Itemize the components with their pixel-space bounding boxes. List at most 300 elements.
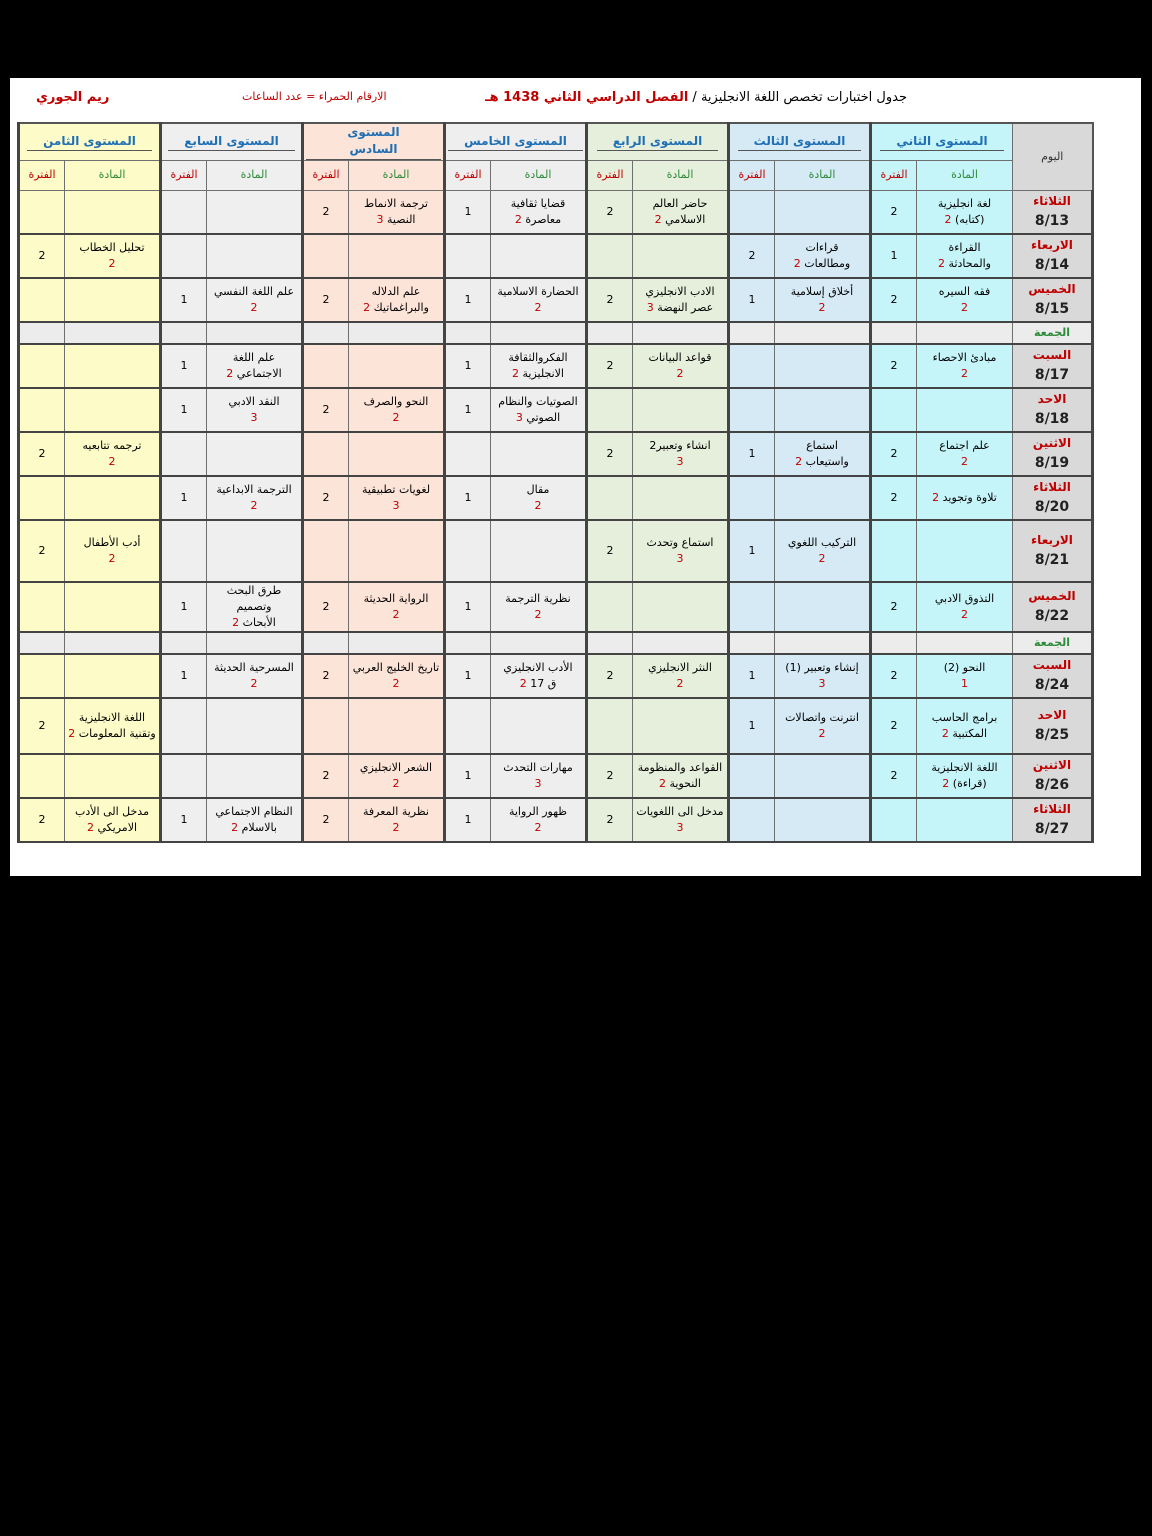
- exam-period: 2: [606, 813, 614, 827]
- subject-cell: [917, 278, 1013, 322]
- subject-cell: [917, 698, 1013, 754]
- credit-hours: 2: [942, 777, 950, 791]
- period-cell: [303, 582, 349, 632]
- subject-cell: [207, 344, 303, 388]
- exam-period: 2: [606, 447, 614, 461]
- subject-cell: [491, 322, 587, 344]
- period-column-header: [161, 160, 207, 190]
- credit-hours: 2: [86, 821, 94, 835]
- subject-header-label: المادة: [951, 168, 978, 182]
- subject-name-line2: بالاسلام: [241, 821, 277, 835]
- credit-hours: 2: [938, 257, 946, 271]
- period-cell: [871, 798, 917, 842]
- credit-hours: 2: [226, 367, 234, 381]
- credit-hours: 1: [961, 677, 968, 691]
- subject-cell: [633, 654, 729, 698]
- subject-name: لغويات تطبيقية: [361, 483, 431, 497]
- subject-name: قواعد البيانات: [648, 351, 712, 365]
- subject-cell: [775, 698, 871, 754]
- subject-name: ظهور الرواية: [508, 805, 568, 819]
- subject-cell: [633, 476, 729, 520]
- credit-hours: 2: [363, 301, 371, 315]
- period-cell: [19, 476, 65, 520]
- subject-name: المسرحية الحديثة: [214, 661, 294, 675]
- credit-hours: 2: [519, 677, 527, 691]
- exam-period: 2: [606, 544, 614, 558]
- period-cell: [303, 798, 349, 842]
- subject-name: الأدب الانجليزي: [503, 661, 573, 675]
- exam-period: 2: [890, 769, 898, 783]
- exam-date: 8/24: [1034, 676, 1070, 693]
- period-column-header: [303, 160, 349, 190]
- credit-hours: 2: [534, 608, 542, 622]
- subject-name: قضايا ثقافية: [510, 197, 566, 211]
- period-cell: [161, 234, 207, 278]
- period-cell: [303, 278, 349, 322]
- subject-cell: [917, 344, 1013, 388]
- subject-name: حاضر العالم: [652, 197, 708, 211]
- subject-name-line2: (قراءة): [952, 777, 987, 791]
- subject-header-label: المادة: [666, 168, 694, 182]
- subject-cell: [775, 190, 871, 234]
- period-cell: [587, 190, 633, 234]
- exam-period: 2: [606, 769, 614, 783]
- subject-name-line2: معاصرة: [525, 213, 562, 227]
- subject-cell: [207, 432, 303, 476]
- day-cell: [1013, 798, 1093, 842]
- friday-row: [19, 322, 1093, 344]
- exam-period: 2: [322, 769, 330, 783]
- subject-cell: [633, 698, 729, 754]
- period-cell: [729, 234, 775, 278]
- exam-period: 1: [464, 491, 472, 505]
- period-cell: [871, 654, 917, 698]
- table-row: [19, 798, 1093, 842]
- credit-hours: 3: [392, 499, 400, 513]
- subject-name: مبادئ الاحصاء: [932, 351, 997, 365]
- subject-cell: [491, 388, 587, 432]
- exam-period: 2: [322, 600, 330, 614]
- credit-hours: 2: [392, 777, 400, 791]
- credit-hours: 2: [108, 455, 116, 469]
- period-cell: [161, 798, 207, 842]
- period-cell: [587, 754, 633, 798]
- subject-name: إنشاء وتعبير (1): [785, 661, 859, 675]
- subject-name: برامج الحاسب: [931, 711, 998, 725]
- level-header: [19, 123, 161, 160]
- subject-cell: [65, 190, 161, 234]
- period-cell: [871, 432, 917, 476]
- credit-hours: 2: [676, 367, 684, 381]
- subject-cell: [775, 476, 871, 520]
- subject-cell: [65, 234, 161, 278]
- period-cell: [303, 388, 349, 432]
- subject-cell: [349, 754, 445, 798]
- subject-name: اللغة الانجليزية: [78, 711, 146, 725]
- exam-period: 2: [606, 205, 614, 219]
- exam-date: 8/20: [1034, 498, 1070, 515]
- credit-hours: 2: [514, 213, 522, 227]
- period-cell: [729, 278, 775, 322]
- period-cell: [161, 388, 207, 432]
- subject-name-line2: الاجتماعي: [236, 367, 282, 381]
- period-cell: [871, 278, 917, 322]
- subject-name: الادب الانجليزي: [645, 285, 715, 299]
- period-cell: [161, 322, 207, 344]
- day-name: الاربعاء: [1031, 533, 1073, 548]
- period-cell: [161, 344, 207, 388]
- subject-cell: [349, 234, 445, 278]
- subject-cell: [633, 520, 729, 582]
- subject-cell: [775, 388, 871, 432]
- level-header: [303, 123, 445, 160]
- subject-name: علم اللغة: [232, 351, 276, 365]
- exam-period: 1: [748, 293, 756, 307]
- subject-name: طرق البحث وتصميم: [226, 584, 282, 614]
- credit-hours: 3: [676, 821, 684, 835]
- credit-hours: 2: [818, 301, 826, 315]
- subject-name-line2: واستيعاب: [805, 455, 849, 469]
- subject-name: علم الدلاله: [371, 285, 421, 299]
- period-cell: [445, 432, 491, 476]
- period-cell: [729, 632, 775, 654]
- exam-date: 8/26: [1034, 776, 1070, 793]
- subject-cell: [775, 432, 871, 476]
- exam-date: 8/21: [1034, 551, 1070, 568]
- subject-name: فقه السيره: [938, 285, 991, 299]
- subject-name-line2: الاسلامي: [665, 213, 706, 227]
- subject-name: استماع وتحدث: [646, 536, 714, 550]
- exam-schedule-table: [17, 122, 1094, 843]
- subject-cell: [775, 798, 871, 842]
- table-row: [19, 520, 1093, 582]
- day-column-header: [1013, 123, 1093, 190]
- exam-period: 2: [890, 491, 898, 505]
- subject-name: الترجمة الابداعية: [216, 483, 292, 497]
- subject-cell: [65, 754, 161, 798]
- period-cell: [445, 322, 491, 344]
- credit-hours: 2: [392, 411, 400, 425]
- credit-hours: 2: [961, 367, 968, 381]
- period-cell: [19, 322, 65, 344]
- table-row: [19, 582, 1093, 632]
- period-cell: [19, 388, 65, 432]
- exam-period: 1: [180, 359, 188, 373]
- period-cell: [161, 432, 207, 476]
- day-name: الجمعة: [1033, 636, 1071, 650]
- period-cell: [445, 234, 491, 278]
- period-cell: [303, 322, 349, 344]
- period-cell: [445, 582, 491, 632]
- level-name: المستوى الرابع: [597, 133, 718, 151]
- exam-period: 2: [38, 447, 46, 461]
- period-cell: [587, 388, 633, 432]
- subject-cell: [917, 190, 1013, 234]
- subject-name: مقال: [526, 483, 550, 497]
- exam-date: 8/15: [1034, 300, 1070, 317]
- subject-cell: [775, 278, 871, 322]
- exam-period: 2: [322, 813, 330, 827]
- credit-hours: 2: [818, 727, 826, 741]
- period-cell: [871, 344, 917, 388]
- subject-cell: [917, 582, 1013, 632]
- subject-cell: [65, 582, 161, 632]
- period-cell: [587, 798, 633, 842]
- subject-cell: [65, 388, 161, 432]
- period-cell: [161, 278, 207, 322]
- exam-period: 1: [748, 719, 756, 733]
- period-cell: [445, 654, 491, 698]
- day-name: الاربعاء: [1031, 238, 1073, 253]
- day-cell: [1013, 234, 1093, 278]
- table-row: [19, 698, 1093, 754]
- subject-name: النحو والصرف: [363, 395, 429, 409]
- exam-period: 2: [890, 293, 898, 307]
- period-cell: [729, 698, 775, 754]
- subject-cell: [207, 698, 303, 754]
- subject-name: تحليل الخطاب: [79, 241, 145, 255]
- credit-hours: 2: [232, 616, 240, 630]
- exam-date: 8/18: [1034, 410, 1070, 427]
- credit-hours: 2: [231, 821, 239, 835]
- credit-hours: 2: [659, 777, 666, 791]
- period-cell: [729, 432, 775, 476]
- subject-name: الحضارة الاسلامية: [497, 285, 579, 299]
- period-cell: [871, 476, 917, 520]
- subject-name-line2: عصر النهضة: [657, 301, 714, 315]
- period-cell: [19, 520, 65, 582]
- credit-hours: 2: [108, 257, 116, 271]
- level-header: [729, 123, 871, 160]
- exam-period: 2: [606, 359, 614, 373]
- subject-name: النظام الاجتماعي: [215, 805, 293, 819]
- period-cell: [445, 754, 491, 798]
- period-cell: [161, 520, 207, 582]
- table-row: [19, 278, 1093, 322]
- exam-period: 2: [748, 249, 756, 263]
- subject-name: مهارات التحدث: [503, 761, 573, 775]
- table-row: [19, 754, 1093, 798]
- subject-name: الفكروالثقافة: [508, 351, 568, 365]
- day-name: السبت: [1032, 658, 1072, 673]
- subject-cell: [349, 322, 445, 344]
- day-cell: [1013, 388, 1093, 432]
- subject-column-header: [491, 160, 587, 190]
- subject-cell: [917, 654, 1013, 698]
- level-header: [445, 123, 587, 160]
- subject-cell: [491, 654, 587, 698]
- period-cell: [587, 278, 633, 322]
- period-cell: [587, 654, 633, 698]
- day-name: الثلاثاء: [1033, 480, 1071, 495]
- subject-name-line2: الصوتي: [526, 411, 561, 425]
- exam-period: 2: [606, 293, 614, 307]
- subject-cell: [775, 582, 871, 632]
- credit-hours: 2: [961, 301, 968, 315]
- subject-cell: [491, 344, 587, 388]
- subject-name: النقد الادبي: [228, 395, 280, 409]
- subject-cell: [917, 234, 1013, 278]
- subject-name-line2: النصية: [387, 213, 416, 227]
- day-cell: [1013, 632, 1093, 654]
- table-row: [19, 344, 1093, 388]
- subject-cell: [917, 754, 1013, 798]
- legend-note: الارقام الحمراء = عدد الساعات: [242, 90, 387, 103]
- subject-cell: [349, 582, 445, 632]
- subject-name: انترنت واتصالات: [785, 711, 859, 725]
- period-cell: [19, 632, 65, 654]
- subject-header-label: المادة: [240, 168, 268, 182]
- period-cell: [19, 344, 65, 388]
- table-row: [19, 432, 1093, 476]
- subject-name-line2: الانجليزية: [522, 367, 564, 381]
- day-cell: [1013, 344, 1093, 388]
- exam-period: 2: [38, 544, 46, 558]
- level-name: المستوى السابع: [168, 133, 295, 151]
- period-cell: [161, 190, 207, 234]
- subject-cell: [917, 520, 1013, 582]
- subject-cell: [633, 754, 729, 798]
- level-header: [587, 123, 729, 160]
- subject-cell: [491, 698, 587, 754]
- subject-cell: [65, 432, 161, 476]
- exam-date: 8/17: [1034, 366, 1070, 383]
- subject-cell: [633, 632, 729, 654]
- period-cell: [303, 632, 349, 654]
- credit-hours: 3: [250, 411, 258, 425]
- subject-cell: [207, 278, 303, 322]
- exam-period: 1: [748, 669, 756, 683]
- day-cell: [1013, 582, 1093, 632]
- subject-cell: [917, 476, 1013, 520]
- author-name: ريم الجوري: [36, 90, 110, 105]
- exam-period: 1: [180, 600, 188, 614]
- exam-period: 1: [464, 403, 472, 417]
- subject-name-line2: والبراغماتيك: [373, 301, 429, 315]
- day-cell: [1013, 520, 1093, 582]
- subject-cell: [491, 520, 587, 582]
- exam-period: 1: [890, 249, 898, 263]
- credit-hours: 2: [793, 257, 801, 271]
- subject-cell: [65, 476, 161, 520]
- subject-name: تاريخ الخليج العربي: [352, 661, 440, 675]
- credit-hours: 2: [534, 821, 542, 835]
- table-row: [19, 654, 1093, 698]
- subject-cell: [65, 632, 161, 654]
- subject-name: أدب الأطفال: [83, 536, 141, 550]
- subject-cell: [65, 322, 161, 344]
- period-header-label: الفترة: [312, 168, 340, 182]
- subject-column-header: [65, 160, 161, 190]
- exam-period: 1: [180, 669, 188, 683]
- credit-hours: 2: [392, 677, 400, 691]
- credit-hours: 2: [250, 677, 258, 691]
- subject-name-line2: الامريكي: [97, 821, 138, 835]
- subject-name: ترجمة الانماط: [364, 197, 428, 211]
- credit-hours: 2: [795, 455, 803, 469]
- subject-cell: [207, 322, 303, 344]
- period-cell: [303, 234, 349, 278]
- subject-cell: [633, 344, 729, 388]
- period-cell: [729, 754, 775, 798]
- subject-name: القواعد والمنظومة: [637, 761, 723, 775]
- subject-column-header: [775, 160, 871, 190]
- period-cell: [19, 278, 65, 322]
- subject-cell: [207, 388, 303, 432]
- level-header: [871, 123, 1013, 160]
- exam-period: 1: [748, 447, 756, 461]
- period-cell: [587, 432, 633, 476]
- period-cell: [303, 476, 349, 520]
- subject-cell: [633, 234, 729, 278]
- table-row: [19, 388, 1093, 432]
- period-cell: [587, 698, 633, 754]
- exam-period: 1: [180, 813, 188, 827]
- subject-cell: [207, 632, 303, 654]
- exam-period: 2: [606, 669, 614, 683]
- period-cell: [19, 432, 65, 476]
- period-cell: [445, 344, 491, 388]
- period-cell: [161, 754, 207, 798]
- period-header-label: الفترة: [596, 168, 624, 182]
- period-cell: [445, 190, 491, 234]
- credit-hours: 3: [818, 677, 826, 691]
- subject-cell: [207, 234, 303, 278]
- credit-hours: 2: [250, 499, 258, 513]
- period-header-label: الفترة: [738, 168, 766, 182]
- subject-name: الصوتيات والنظام: [498, 395, 578, 409]
- subject-name-line2: المكتبية: [952, 727, 988, 741]
- period-cell: [19, 654, 65, 698]
- period-cell: [587, 476, 633, 520]
- period-cell: [19, 234, 65, 278]
- day-name: الجمعة: [1033, 326, 1071, 340]
- subject-cell: [491, 798, 587, 842]
- subject-cell: [207, 190, 303, 234]
- period-header-label: الفترة: [454, 168, 482, 182]
- subject-cell: [917, 322, 1013, 344]
- subject-cell: [349, 632, 445, 654]
- subject-cell: [65, 278, 161, 322]
- subject-name-line2: (كتابه): [955, 213, 985, 227]
- exam-date: 8/25: [1034, 726, 1070, 743]
- exam-date: 8/19: [1034, 454, 1070, 471]
- table-row: [19, 476, 1093, 520]
- subject-name: القراءة: [948, 241, 981, 255]
- credit-hours: 2: [392, 821, 400, 835]
- exam-period: 2: [890, 669, 898, 683]
- subject-name-line2: والمحادثة: [948, 257, 991, 271]
- subject-cell: [775, 520, 871, 582]
- page-title: [485, 90, 907, 105]
- subject-column-header: [207, 160, 303, 190]
- exam-period: 2: [890, 205, 898, 219]
- exam-period: 2: [322, 293, 330, 307]
- subject-cell: [917, 388, 1013, 432]
- credit-hours: 2: [654, 213, 662, 227]
- credit-hours: 2: [961, 608, 968, 622]
- exam-period: 2: [322, 491, 330, 505]
- credit-hours: 2: [676, 677, 684, 691]
- day-name: الخميس: [1028, 282, 1076, 297]
- exam-date: 8/27: [1034, 820, 1070, 837]
- subject-cell: [65, 698, 161, 754]
- subject-name: التذوق الادبي: [934, 592, 995, 606]
- schedule-sheet: [10, 78, 1141, 876]
- credit-hours: 2: [944, 213, 952, 227]
- exam-period: 2: [890, 447, 898, 461]
- subject-cell: [349, 476, 445, 520]
